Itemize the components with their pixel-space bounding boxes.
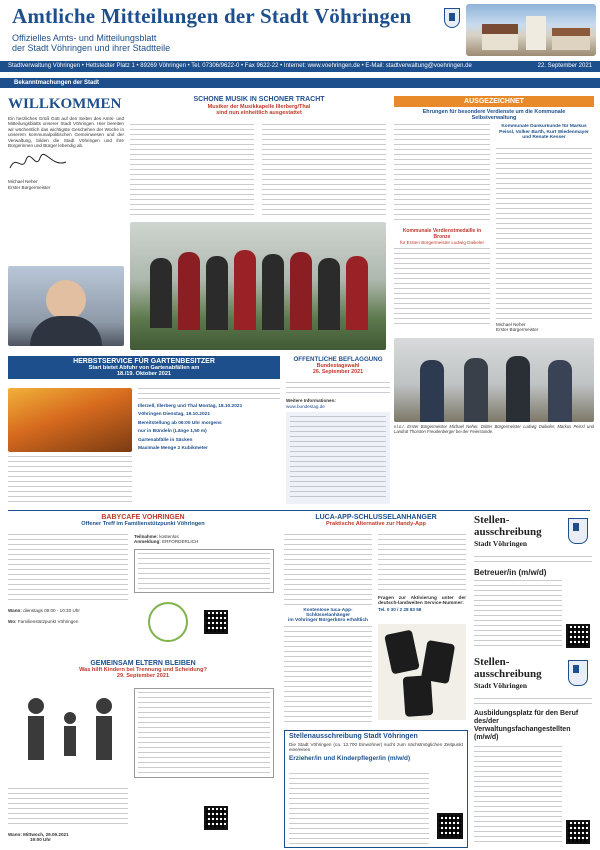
- luca-box-title: Kostenlose luca-App-Schlüsselanhänger: [303, 608, 353, 618]
- welcome-title: WILLKOMMEN: [8, 96, 122, 112]
- music-subtitle-1: Musiker der Musikkapelle Illerberg/Thal: [207, 104, 311, 110]
- music-article: [128, 96, 390, 352]
- job-main-role: Erzieher/in und Kinderpfleger/in (m/w/d): [289, 754, 411, 762]
- job-right-1-heading-3: Stadt Vöhringen: [474, 539, 527, 548]
- welcome-sign-name: Michael Neher: [8, 179, 38, 185]
- eltern-contact-box: [134, 688, 274, 778]
- contact-bar: [0, 61, 600, 72]
- honor-sign-name: Michael Neher: [496, 322, 526, 327]
- luca-text-c: [378, 534, 466, 594]
- job-right-1: [474, 514, 592, 652]
- flag-title: ÖFFENTLICHE BEFLAGGUNG: [293, 356, 383, 363]
- honor-article: [394, 96, 594, 436]
- luca-title: LUCA-APP-SCHLÜSSELANHÄNGER: [315, 514, 437, 521]
- flag-more: Weitere Informationen:: [286, 398, 336, 403]
- luca-article: [284, 514, 468, 726]
- divider: [8, 510, 590, 511]
- eltern-time: 19:00 Uhr: [30, 837, 51, 843]
- mayor-portrait: [8, 266, 124, 346]
- flag-text-a: [286, 382, 390, 396]
- masthead-subtitle-line-1: Offizielles Amts- und Mitteilungsblatt: [12, 33, 157, 43]
- honor-sign: [496, 322, 592, 334]
- babycafe-wann: dienstags 09:00 - 10:30 Uhr: [23, 608, 80, 613]
- babycafe-teilnahme: kostenlos: [159, 534, 179, 539]
- flag-subtitle-2: 26. September 2021: [312, 369, 364, 375]
- job-right-1-heading-1: Stellen-: [474, 514, 510, 526]
- babycafe-wann-label: Wann:: [8, 608, 22, 613]
- honor-medal-heading: [394, 228, 490, 246]
- honor-text-a: [394, 124, 490, 224]
- herbst-item: Vöhringen Dienstag, 19.10.2021: [138, 412, 210, 418]
- herbst-item: Maximale Menge 2 Kubikmeter: [138, 446, 208, 452]
- job-right-2: [474, 656, 592, 848]
- herbst-item: Gartenabfälle in Säcken: [138, 437, 193, 443]
- honor-subtitle-1: Ehrungen für besondere Verdienste um die Kommunale: [422, 109, 566, 115]
- coat-of-arms-icon: [568, 518, 588, 544]
- herbst-article: [8, 356, 280, 506]
- luca-box-sub: im Vöhringer Bürgerbüro erhältlich: [288, 618, 368, 623]
- babycafe-teilnahme-label: Teilnahme:: [134, 534, 158, 539]
- honor-text-b: [394, 248, 490, 328]
- familienstuetzpunkt-logo: [148, 602, 188, 642]
- honor-text-c: [496, 148, 592, 320]
- job-main-title: Stellenausschreibung Stadt Vöhringen: [289, 733, 418, 740]
- babycafe-anmeldung-label: Anmeldung:: [134, 539, 161, 545]
- music-subtitle-2: sind nun einheitlich ausgestattet: [216, 110, 302, 116]
- herbst-subtitle-1: Start bietet Abfuhr von Gartenabfällen am: [88, 365, 200, 371]
- luca-text-a: [284, 534, 372, 606]
- job-right-2-role: Ausbildungsplatz für den Beruf des/der Verwaltungsfachangestellten (m/w/d): [474, 710, 579, 741]
- babycafe-title: BABYCAFÉ VÖHRINGEN: [101, 514, 185, 521]
- music-text-col-1: [130, 124, 254, 218]
- town-photo: [466, 4, 596, 56]
- music-text-col-2: [262, 124, 386, 218]
- job-right-2-text: [474, 746, 562, 846]
- honor-caption: v.l.n.r. Erster Bürgermeister Michael Neher, Dritter Bürgermeister Ludwig Daikeler, Markus Peissl und Landrat Thorsten Freudenberger bei der Feierstunde.: [394, 424, 594, 434]
- eltern-subtitle-2: 29. September 2021: [116, 673, 170, 679]
- qr-code-icon[interactable]: [204, 806, 228, 830]
- music-title: SCHÖNE MUSIK IN SCHÖNER TRACHT: [193, 96, 325, 103]
- luca-keyfob-photo: [378, 624, 466, 720]
- job-right-2-heading-3: Stadt Vöhringen: [474, 681, 527, 690]
- job-right-1-intro: [474, 556, 592, 566]
- babycafe-contact-box: [134, 549, 274, 593]
- herbst-text-right: [138, 388, 280, 506]
- qr-code-icon[interactable]: [566, 624, 590, 648]
- qr-code-icon[interactable]: [566, 820, 590, 844]
- section-bar: Bekanntmachungen der Stadt: [0, 78, 600, 88]
- herbst-text-left: [8, 456, 132, 506]
- babycafe-details: [8, 608, 128, 625]
- flag-article: [286, 356, 390, 506]
- babycafe-wo: Familienstützpunkt Vöhringen: [17, 619, 79, 625]
- masthead: [0, 0, 600, 58]
- honor-medal-title: Kommunale Verdienstmedaille in Bronze: [402, 228, 482, 240]
- luca-box-heading: [284, 608, 372, 624]
- herbst-item: Illerzell, Illerberg und Thal Montag, 18.10.2021: [138, 404, 243, 409]
- babycafe-wo-label: Wo:: [8, 619, 17, 625]
- signature-graphic: [8, 152, 68, 174]
- eltern-wann: Mittwoch, 29.09.2021: [23, 832, 69, 837]
- honor-sign-role: Erster Bürgermeister: [496, 327, 539, 333]
- herbst-title: HERBSTSERVICE FÜR GARTENBESITZER: [73, 358, 215, 365]
- babycafe-booking: [134, 534, 274, 593]
- luca-call: [378, 596, 466, 612]
- job-main-text: [289, 773, 429, 845]
- eltern-wann-label: Wann:: [8, 832, 22, 837]
- family-illustration: [12, 688, 128, 784]
- job-right-2-heading-2: ausschreibung: [474, 668, 542, 680]
- job-right-1-heading-2: ausschreibung: [474, 526, 542, 538]
- job-main: [284, 730, 468, 848]
- coat-of-arms-icon: [568, 660, 588, 686]
- honor-title: AUSGEZEICHNET: [394, 96, 594, 107]
- masthead-title: Amtliche Mitteilungen der Stadt Vöhringen: [12, 4, 412, 28]
- luca-subtitle: Praktische Alternative zur Handy-App: [326, 521, 426, 527]
- job-right-1-text: [474, 580, 562, 650]
- herbst-list: [138, 404, 280, 451]
- honor-side-heading: [496, 124, 592, 144]
- welcome-sign-role: Erster Bürgermeister: [8, 184, 51, 190]
- welcome-text: Ein herzliches Grüß Gott auf den Seiten des Amts- und Mitteilungsblatts unserer Stadt Vöhringen. Hier bereiten wir wöchentlich das wichtigste Geschehen der Woche in unserem kommunalpolitischen Gemeinwesen und der Verwaltung, bilden die Stadt Vöhringen und ihre Bürgerinnen und Bürger lebendig ab.: [8, 116, 124, 149]
- qr-code-icon[interactable]: [204, 610, 228, 634]
- masthead-subtitle: [12, 33, 170, 53]
- babycafe-subtitle: Offener Treff im Familienstützpunkt Vöhringen: [81, 521, 205, 527]
- job-right-2-intro: [474, 698, 592, 708]
- music-group-photo: [130, 222, 386, 350]
- issue-date: 22. September 2021: [537, 63, 592, 69]
- honor-subtitle-2: Selbstverwaltung: [471, 115, 517, 121]
- contact-text: Stadtverwaltung Vöhringen • Hettstedter Platz 1 • 89269 Vöhringen • Tel. 07306/9622-0 • Fax 9622-22 • Internet: www.voehringen.de • E-Mail: stadtverwaltung@voehringen.de: [8, 63, 472, 69]
- eltern-subtitle-1: Was hilft Kindern bei Trennung und Scheidung?: [79, 667, 207, 673]
- babycafe-article: [8, 514, 278, 656]
- coat-of-arms-icon: [444, 8, 460, 28]
- eltern-title: GEMEINSAM ELTERN BLEIBEN: [90, 660, 196, 667]
- honor-medal-sub: für Ersten Bürgermeister Ludwig Daikeler: [400, 240, 484, 245]
- eltern-text: [8, 788, 128, 828]
- babycafe-text: [8, 534, 128, 604]
- flag-subtitle-1: Bundestagswahl: [316, 363, 360, 369]
- herbst-item: nur in Bündeln (Länge 1,50 m): [138, 429, 207, 435]
- flag-quote: [286, 412, 390, 504]
- job-right-1-role: Betreuer/in (m/w/d): [474, 568, 547, 577]
- honor-side-title: Kommunale Dankurkunde für Markus Peissl, Volker Barth, Kurt Wiedenmayer und Renate Kesser: [499, 124, 589, 141]
- honor-ceremony-photo: [394, 338, 594, 422]
- herbst-subtitle-2: 18./19. Oktober 2021: [116, 371, 172, 377]
- herbst-item: Bereitstellung ab 06:00 Uhr morgens: [138, 420, 222, 426]
- luca-text-b: [284, 626, 372, 724]
- flag-link[interactable]: www.bundestag.de: [286, 404, 325, 409]
- eltern-article: [8, 660, 278, 848]
- babycafe-anmeldung: ERFORDERLICH: [162, 539, 199, 545]
- luca-call-title: Fragen zur Aktivierung unter der deutsch-landweiten Service-Nummer:: [378, 596, 466, 607]
- masthead-subtitle-line-2: der Stadt Vöhringen und ihrer Stadtteile: [12, 43, 171, 53]
- luca-phone[interactable]: Tel. 0 30 / 2 28 83 58: [378, 606, 422, 612]
- welcome-block: [8, 96, 124, 348]
- autumn-leaves-photo: [8, 388, 132, 452]
- qr-code-icon[interactable]: [437, 813, 463, 839]
- eltern-when: [8, 832, 69, 843]
- job-main-sub: Die Stadt Vöhringen (ca. 13.700 Einwohner) sucht zum nächstmöglichen Zeitpunkt eine/einen: [289, 742, 463, 753]
- job-right-2-heading-1: Stellen-: [474, 656, 510, 668]
